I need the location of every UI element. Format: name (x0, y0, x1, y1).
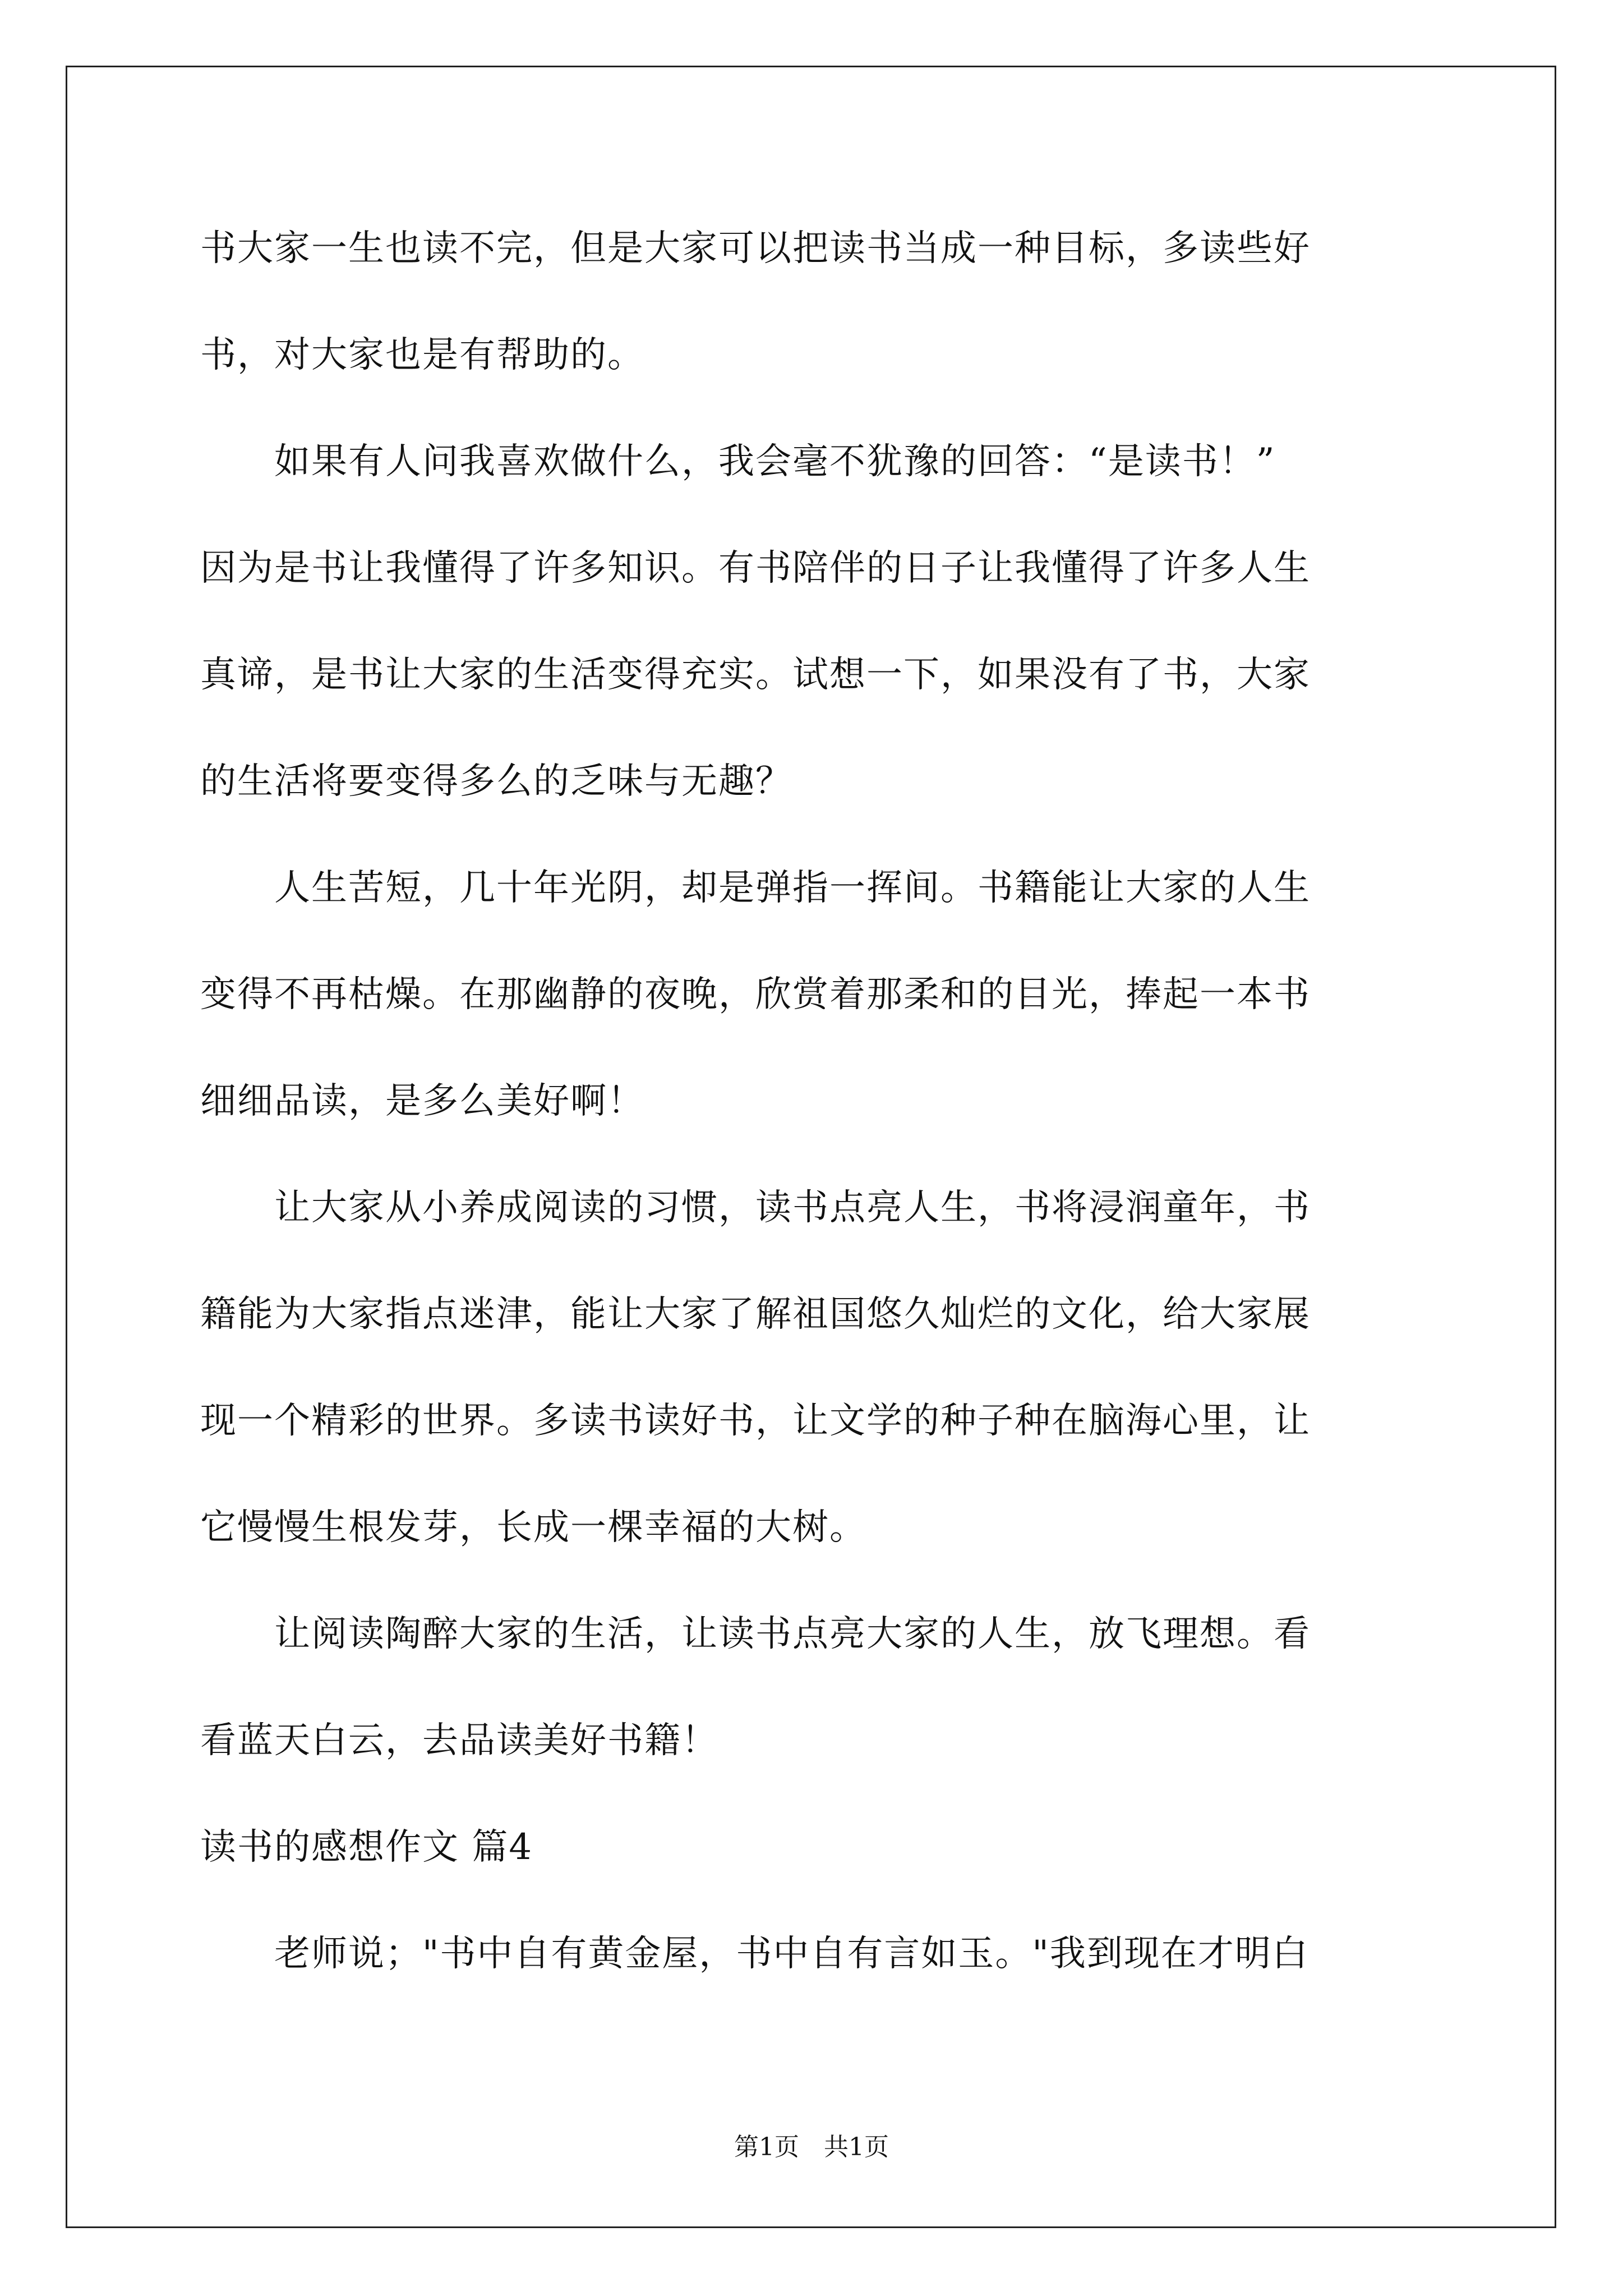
text-line: 书大家一生也读不完，但是大家可以把读书当成一种目标，多读些好 (200, 228, 1311, 269)
page-border (66, 66, 1556, 2228)
text-line: 的生活将要变得多么的乏味与无趣？ (200, 761, 792, 802)
text-line: 看蓝天白云，去品读美好书籍！ (200, 1720, 718, 1761)
text-line: 籍能为大家指点迷津，能让大家了解祖国悠久灿烂的文化，给大家展 (200, 1294, 1311, 1335)
text-line: 真谛，是书让大家的生活变得充实。试想一下，如果没有了书，大家 (200, 654, 1311, 696)
text-line: 书，对大家也是有帮助的。 (200, 334, 644, 376)
text-line: 如果有人问我喜欢做什么，我会毫不犹豫的回答：“是读书！” (200, 441, 1276, 482)
text-line: 细细品读，是多么美好啊！ (200, 1080, 644, 1122)
text-line: 现一个精彩的世界。多读书读好书，让文学的种子种在脑海心里，让 (200, 1400, 1311, 1442)
text-line: 变得不再枯燥。在那幽静的夜晚，欣赏着那柔和的目光，捧起一本书 (200, 974, 1311, 1015)
text-line: 因为是书让我懂得了许多知识。有书陪伴的日子让我懂得了许多人生 (200, 547, 1311, 589)
page-footer: 第1页 共1页 (734, 2133, 889, 2161)
text-line: 让大家从小养成阅读的习惯，读书点亮人生，书将浸润童年，书 (200, 1187, 1311, 1228)
text-line: 老师说；"书中自有黄金屋，书中自有言如玉。"我到现在才明白 (200, 1933, 1309, 1975)
text-line: 它慢慢生根发芽，长成一棵幸福的大树。 (200, 1507, 866, 1548)
text-line: 人生苦短，几十年光阴，却是弹指一挥间。书籍能让大家的人生 (200, 867, 1311, 909)
section-heading: 读书的感想作文 篇4 (200, 1826, 533, 1868)
text-line: 让阅读陶醉大家的生活，让读书点亮大家的人生，放飞理想。看 (200, 1613, 1311, 1655)
